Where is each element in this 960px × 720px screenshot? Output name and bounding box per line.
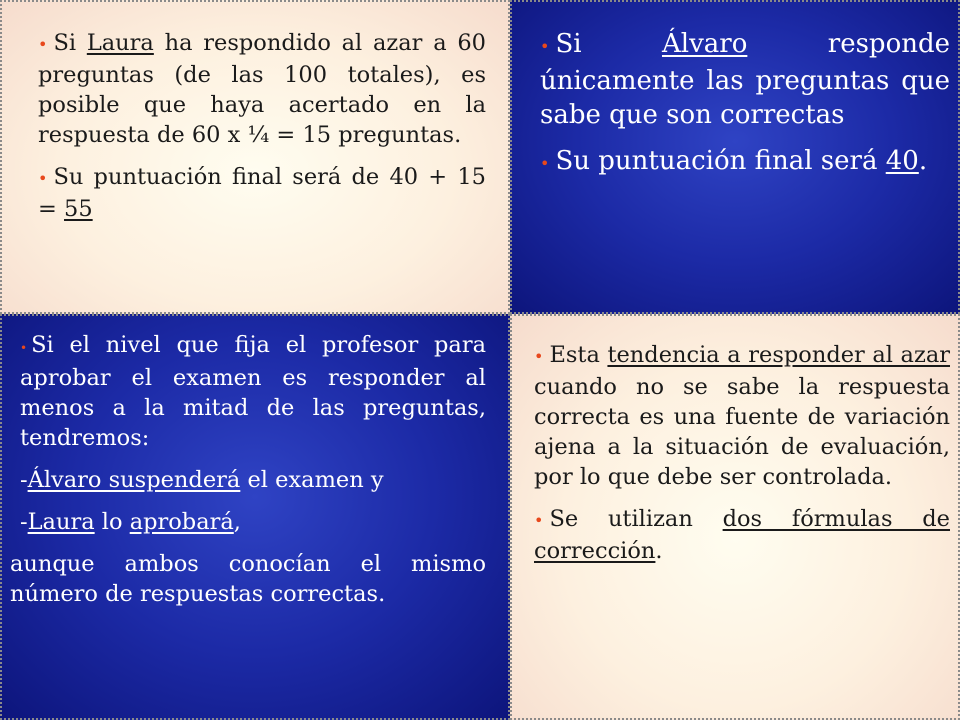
correction-formulas: dos fórmulas de corrección	[534, 506, 950, 564]
text: cuando no se sabe la respuesta correcta es una fuente de variación ajena a la situación de evaluación, por lo que debe ser controlada.	[534, 374, 950, 490]
score-alvaro: 40	[885, 146, 919, 176]
name-laura: Laura	[86, 30, 154, 56]
text: ha respondido al azar a 60 preguntas (de las 100 totales), es posible que haya acertado en la respuesta de 60 x ¼ = 15 preguntas.	[38, 30, 486, 148]
line-alvaro-fails	[16, 465, 486, 495]
bullet-pass-level	[16, 330, 486, 453]
text: Si	[555, 29, 662, 59]
text: Si el nivel que fija el profesor para aprobar el examen es responder al menos a la mitad de las preguntas, tendremos:	[20, 332, 486, 451]
text: Su puntuación final será de 40 + 15 =	[38, 164, 486, 222]
alvaro-fails: Álvaro suspenderá	[27, 467, 241, 493]
text: Si	[53, 30, 87, 56]
text: -	[20, 509, 28, 535]
panel-bottom-left	[0, 314, 510, 720]
bullet-icon: •	[20, 341, 28, 355]
text: .	[655, 538, 663, 564]
name-laura: Laura	[27, 509, 95, 535]
text: lo	[94, 509, 130, 535]
text: -	[20, 467, 28, 493]
bullet-icon: •	[38, 169, 48, 188]
text: Esta	[549, 342, 608, 368]
text: el examen y	[240, 467, 384, 493]
random-tendency: tendencia a responder al azar	[607, 342, 950, 368]
closing-text: aunque ambos conocían el mismo número de respuestas correctas.	[10, 551, 486, 607]
panel-top-left	[0, 0, 510, 314]
panel-content	[530, 340, 950, 566]
bullet-alvaro-known	[536, 27, 950, 132]
bullet-correction-formulas	[530, 504, 950, 566]
panel-content	[10, 330, 486, 609]
text: Su puntuación final será	[555, 146, 886, 176]
bullet-icon: •	[534, 511, 544, 530]
panel-top-right	[510, 0, 960, 314]
bullet-random-tendency	[530, 340, 950, 492]
text: Se utilizan	[549, 506, 723, 532]
line-laura-passes	[16, 507, 486, 537]
bullet-alvaro-score	[536, 144, 950, 181]
bullet-icon: •	[534, 347, 544, 366]
bullet-icon: •	[540, 37, 550, 56]
bullet-icon: •	[540, 154, 550, 173]
bullet-icon: •	[38, 35, 48, 54]
text: ,	[233, 509, 241, 535]
panel-content	[536, 27, 950, 181]
panel-content	[34, 28, 486, 224]
bullet-laura-random	[34, 28, 486, 150]
text: responde únicamente las preguntas que sabe que son correctas	[540, 29, 950, 130]
laura-passes: aprobará	[129, 509, 234, 535]
score-laura: 55	[64, 196, 93, 222]
name-alvaro: Álvaro	[661, 29, 748, 59]
text: .	[918, 146, 928, 176]
bullet-laura-score	[34, 162, 486, 224]
panel-bottom-right	[510, 314, 960, 720]
